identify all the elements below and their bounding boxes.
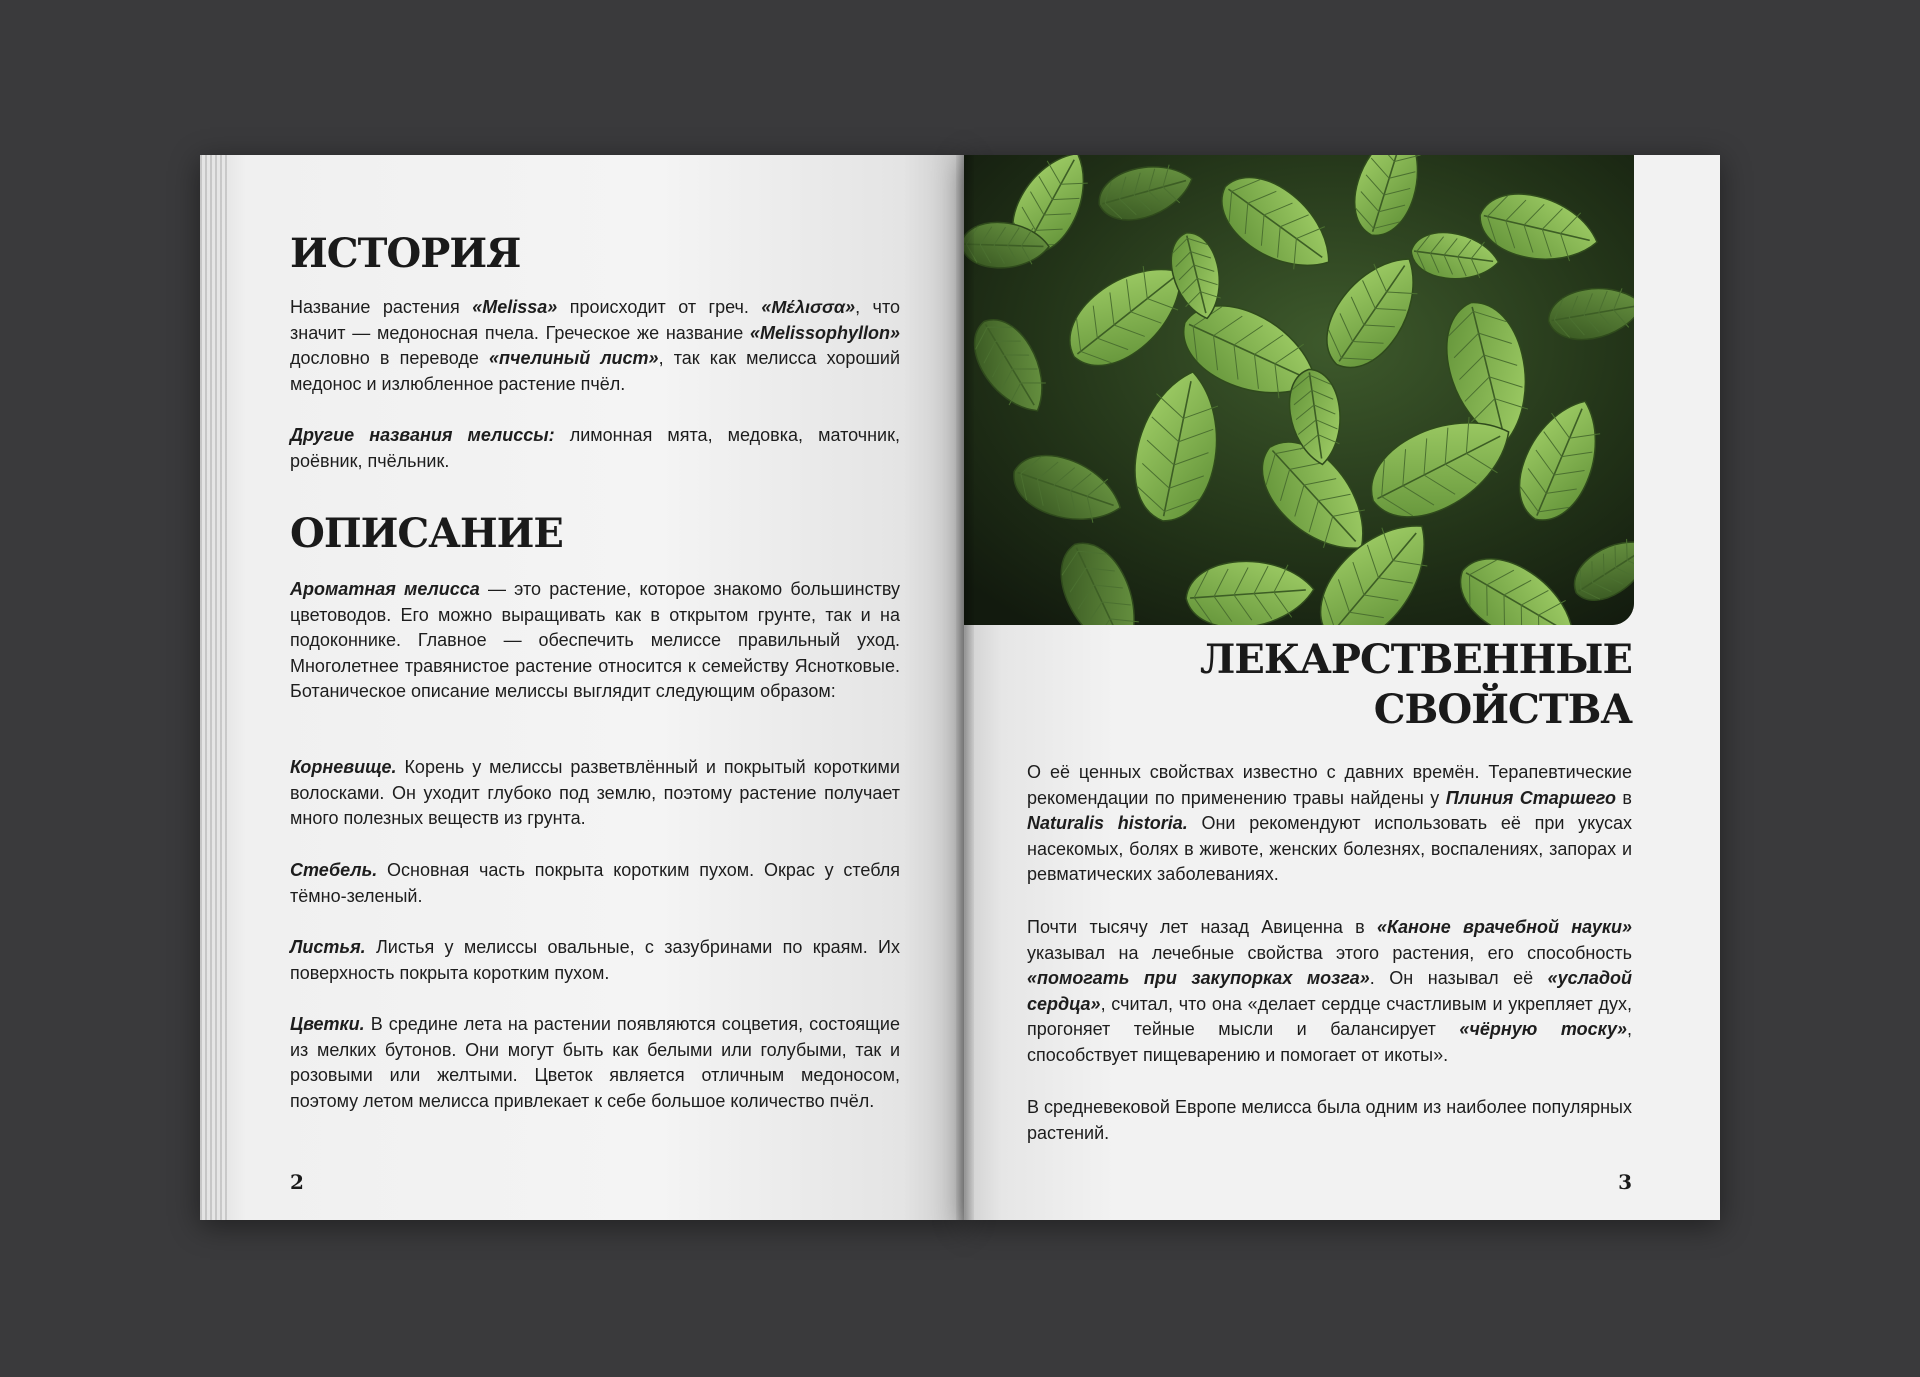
history-title: ИСТОРИЯ (290, 230, 521, 277)
description-title: ОПИСАНИЕ (290, 510, 563, 557)
medicinal-paragraph-2: Почти тысячу лет назад Авиценна в «Каноне врачебной науки» указывал на лечебные свойства этого растения, его способность «помогать при закупорках мозга». Он называл её «усладой сердца», считал, что она «делает сердце счастливым и укрепляет дух, прогоняет тейные мысли и балансирует «чёрную тоску», способствует пищеварению и помогает от икоты». (1027, 917, 1633, 1065)
description-paragraph-1: Ароматная мелисса — это растение, которое знакомо большинству цветоводов. Его можно выращивать как в открытом грунте, так и на подоконнике. Главное — обеспечить мелиссе правильный уход. Многолетнее травянистое растение относится к семейству Яснотковые. Ботаническое описание мелиссы выглядит следующим образом: (290, 579, 900, 702)
description-paragraph-flowers: Цветки. В средине лета на растении появляются соцветия, состоящие из мелких бутонов. Они могут быть как белыми или голубыми, так и розовыми или желтыми. Цветок является отличным медоносом, поэтому летом мелисса привлекает к себе большое количество пчёл. (290, 1014, 900, 1111)
open-booklet (200, 155, 1720, 1220)
medicinal-paragraph-1: О её ценных свойствах известно с давних времён. Терапевтические рекомендации по применению травы найдены у Плиния Старшего в Naturalis historia. Они рекомендуют использовать её при укусах насекомых, болях в животе, женских болезнях, воспалениях, запорах и ревматических заболеваниях. (1027, 762, 1633, 885)
description-paragraph-leaves: Листья. Листья у мелиссы овальные, с зазубринами по краям. Их поверхность покрыта коротким пухом. (290, 937, 900, 983)
page-edge (200, 155, 230, 1220)
left-page (200, 155, 964, 1220)
page-number-left: 2 (290, 1170, 304, 1194)
title-line-2: СВОЙСТВА (1373, 686, 1632, 733)
medicinal-properties-title (1200, 635, 1632, 735)
right-page (964, 155, 1720, 1220)
lemon-balm-leaves-photo (964, 155, 1634, 625)
medicinal-paragraph-3: В средневековой Европе мелисса была одним из наиболее популярных растений. (1027, 1097, 1632, 1143)
description-paragraph-stem: Стебель. Основная часть покрыта коротким пухом. Окрас у стебля тёмно-зеленый. (290, 860, 900, 906)
title-line-1: ЛЕКАРСТВЕННЫЕ (1200, 636, 1632, 683)
page-number-right: 3 (1618, 1170, 1632, 1194)
description-paragraph-rhizome: Корневище. Корень у мелиссы разветвлённый и покрытый короткими волосками. Он уходит глубоко под землю, поэтому растение получает много полезных веществ из грунта. (290, 757, 900, 829)
book-spine (956, 155, 974, 1220)
history-paragraph-1: Название растения «Melissa» происходит от греч. «Μέλισσα», что значит — медоносная пчела. Греческое же название «Melissophyllon» дословно в переводе «пчелиный лист», так как мелисса хороший медонос и излюбленное растение пчёл. (290, 297, 901, 394)
history-paragraph-2: Другие названия мелиссы: лимонная мята, медовка, маточник, роёвник, пчёльник. (290, 425, 900, 471)
